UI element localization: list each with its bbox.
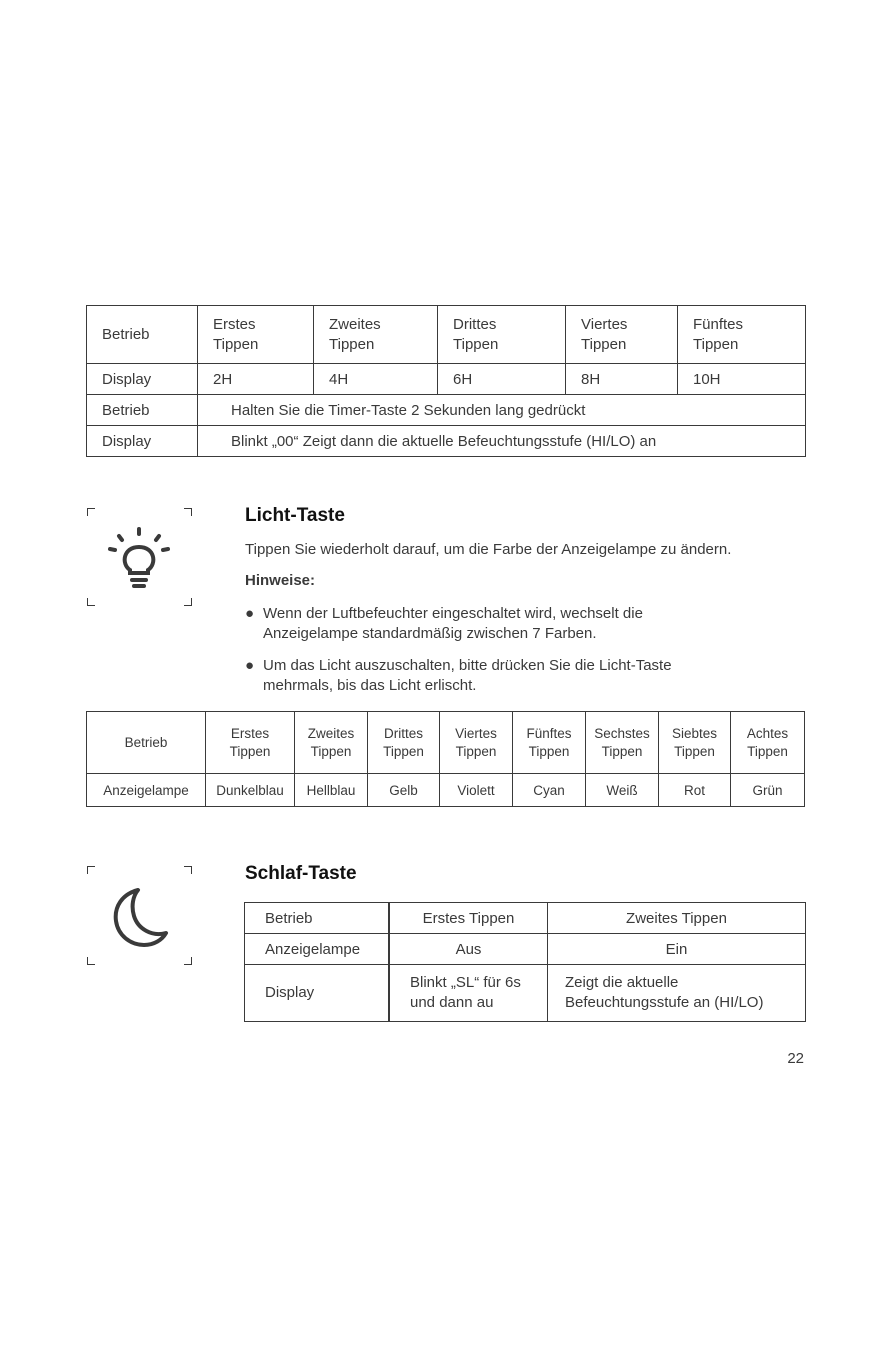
- table-cell: Weiß: [586, 774, 659, 807]
- note-item: ● Wenn der Luftbefeuchter eingeschaltet wird, wechselt die Anzeigelampe standardmäßig zwischen 7 Farben.: [245, 605, 643, 642]
- tap-header: Viertes Tippen: [566, 306, 678, 364]
- tap-header: Zweites Tippen: [548, 903, 806, 934]
- tap-header: Siebtes Tippen: [659, 712, 731, 774]
- header-label: Betrieb: [245, 903, 390, 934]
- light-bulb-icon: [106, 525, 172, 591]
- section-title: Licht-Taste: [245, 505, 345, 526]
- table-cell: Dunkelblau: [206, 774, 295, 807]
- tap-header: Zweites Tippen: [295, 712, 368, 774]
- table-row: [245, 934, 806, 965]
- tap-header: Zweites Tippen: [314, 306, 438, 364]
- row-label: Display: [245, 965, 390, 1022]
- tap-header: Drittes Tippen: [438, 306, 566, 364]
- table-row: [87, 395, 806, 426]
- row-label: Anzeigelampe: [245, 934, 390, 965]
- bullet-icon: ●: [245, 605, 255, 622]
- header-label: Betrieb: [87, 306, 198, 364]
- tap-header: Fünftes Tippen: [678, 306, 806, 364]
- tap-header: Erstes Tippen: [206, 712, 295, 774]
- table-cell: Cyan: [513, 774, 586, 807]
- table-cell: Aus: [389, 934, 548, 965]
- tap-header: Achtes Tippen: [731, 712, 805, 774]
- row-label: Anzeigelampe: [87, 774, 206, 807]
- header-label: Betrieb: [87, 712, 206, 774]
- table-cell: Halten Sie die Timer-Taste 2 Sekunden lang gedrückt: [198, 395, 806, 426]
- table-row: [87, 364, 806, 395]
- tap-header: Erstes Tippen: [389, 903, 548, 934]
- bullet-icon: ●: [245, 657, 255, 674]
- table-cell: Rot: [659, 774, 731, 807]
- row-label: Display: [87, 426, 198, 457]
- timer-table: [86, 305, 806, 457]
- table-cell: 2H: [198, 364, 314, 395]
- notes-label: Hinweise:: [245, 572, 316, 589]
- sleep-table: [244, 902, 806, 1022]
- table-cell: Blinkt „SL“ für 6s und dann au: [389, 965, 548, 1022]
- section-title: Schlaf-Taste: [245, 863, 357, 884]
- table-cell: 10H: [678, 364, 806, 395]
- table-row: [87, 774, 805, 807]
- table-cell: Gelb: [368, 774, 440, 807]
- row-label: Betrieb: [87, 395, 198, 426]
- table-cell: Blinkt „00“ Zeigt dann die aktuelle Befeuchtungsstufe (HI/LO) an: [198, 426, 806, 457]
- table-cell: Zeigt die aktuelle Befeuchtungsstufe an (HI/LO): [548, 965, 806, 1022]
- table-cell: Hellblau: [295, 774, 368, 807]
- tap-header: Viertes Tippen: [440, 712, 513, 774]
- tap-header: Sechstes Tippen: [586, 712, 659, 774]
- table-cell: Ein: [548, 934, 806, 965]
- tap-header: Fünftes Tippen: [513, 712, 586, 774]
- tap-header: Drittes Tippen: [368, 712, 440, 774]
- table-row: [87, 306, 806, 364]
- note-item: ● Um das Licht auszuschalten, bitte drücken Sie die Licht-Taste mehrmals, bis das Licht erlischt.: [245, 657, 672, 694]
- moon-icon: [108, 885, 170, 949]
- light-color-table: [86, 711, 805, 807]
- table-row: [245, 965, 806, 1022]
- table-cell: Violett: [440, 774, 513, 807]
- table-row: [87, 426, 806, 457]
- tap-header: Erstes Tippen: [198, 306, 314, 364]
- page-number: 22: [787, 1050, 804, 1067]
- table-cell: 8H: [566, 364, 678, 395]
- row-label: Display: [87, 364, 198, 395]
- table-cell: 6H: [438, 364, 566, 395]
- table-row: [87, 712, 805, 774]
- section-description: Tippen Sie wiederholt darauf, um die Farbe der Anzeigelampe zu ändern.: [245, 541, 732, 558]
- table-row: [245, 903, 806, 934]
- table-cell: 4H: [314, 364, 438, 395]
- table-cell: Grün: [731, 774, 805, 807]
